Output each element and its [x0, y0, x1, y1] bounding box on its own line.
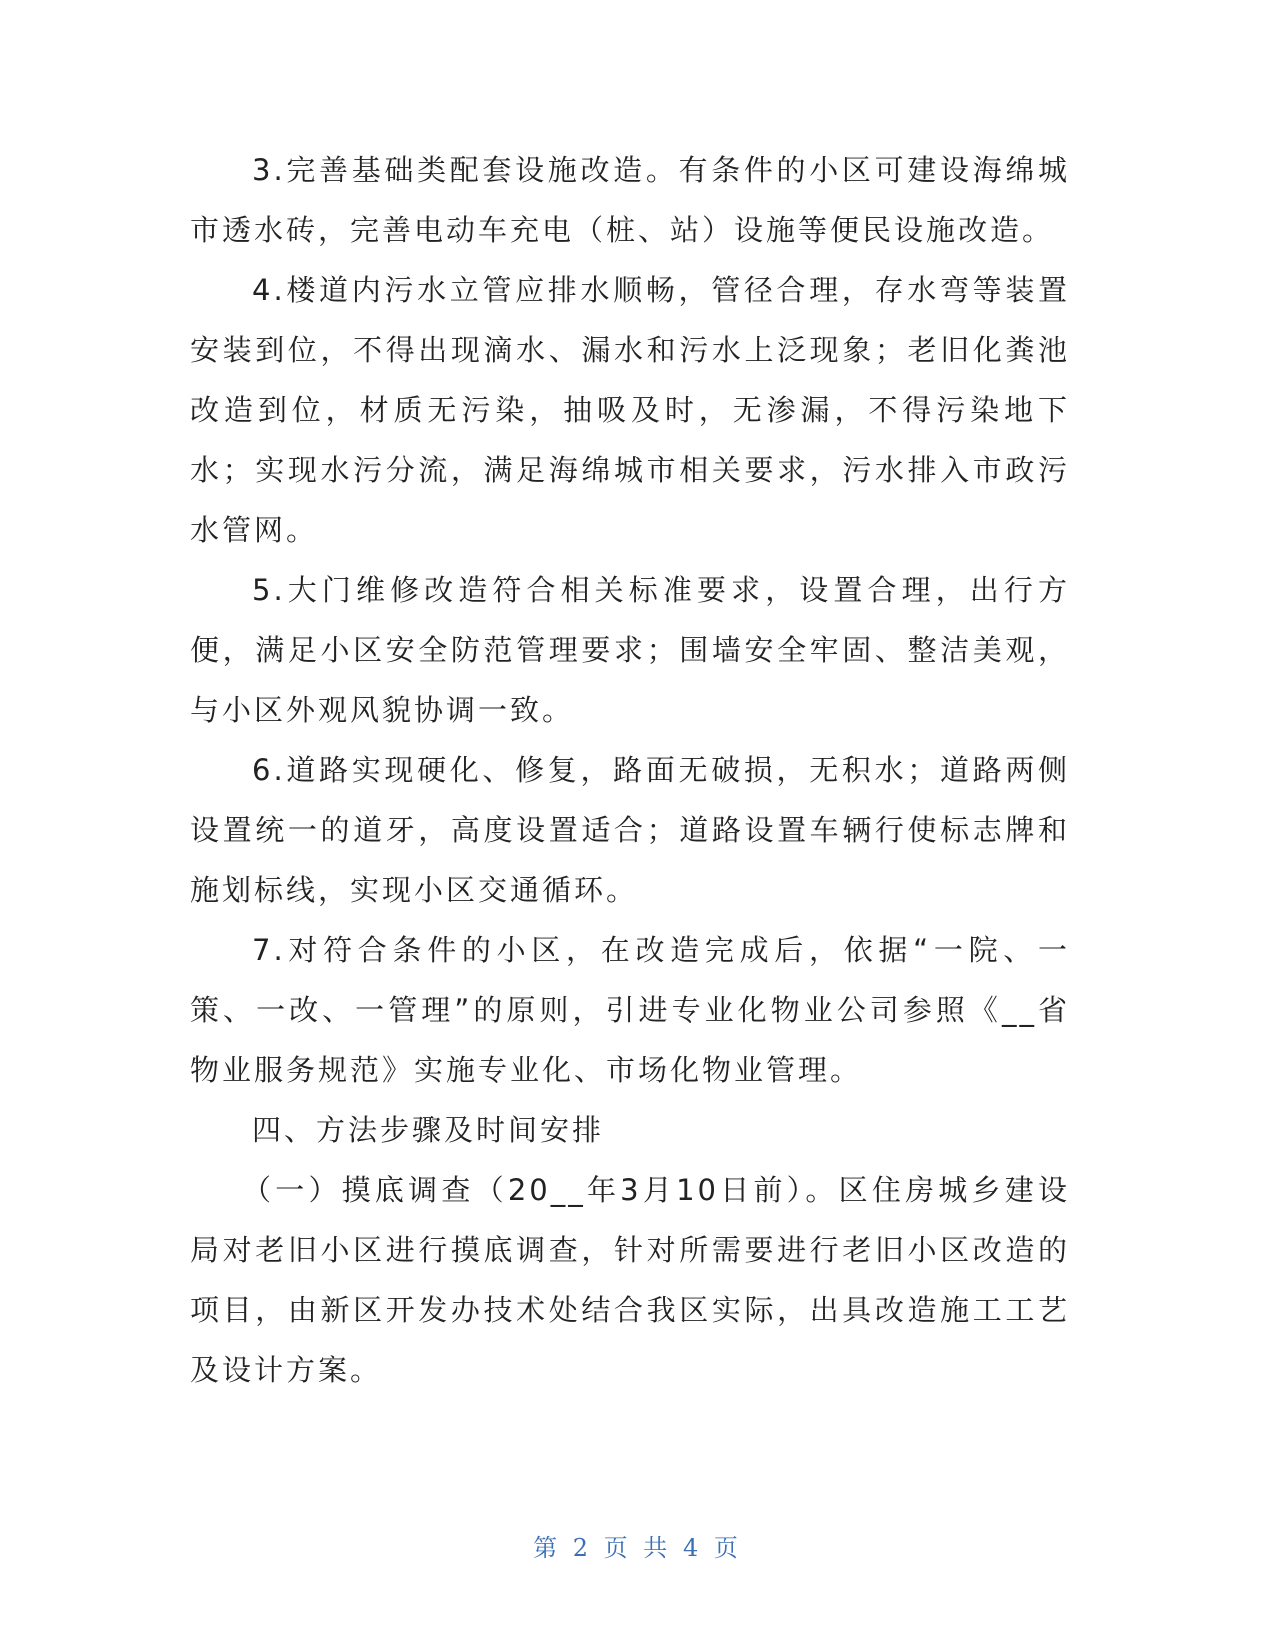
paragraph-item-4: 4.楼道内污水立管应排水顺畅，管径合理，存水弯等装置安装到位，不得出现滴水、漏水和污水上泛现象；老旧化粪池改造到位，材质无污染，抽吸及时，无渗漏，不得污染地下水；实现水污分流，满足海绵城市相关要求，污水排入市政污水管网。: [190, 273, 1070, 547]
paragraph-survey: （一）摸底调查（20__年3月10日前）。区住房城乡建设局对老旧小区进行摸底调查，针对所需要进行老旧小区改造的项目，由新区开发办技术处结合我区实际，出具改造施工工艺及设计方案。: [190, 1173, 1070, 1387]
paragraph-item-5: 5.大门维修改造符合相关标准要求，设置合理，出行方便，满足小区安全防范管理要求；围墙安全牢固、整洁美观，与小区外观风貌协调一致。: [190, 573, 1070, 727]
section-heading: 四、方法步骤及时间安排: [252, 1113, 605, 1147]
page-number-label: 第 2 页 共 4 页: [533, 1534, 742, 1562]
paragraph-item-6: 6.道路实现硬化、修复，路面无破损，无积水；道路两侧设置统一的道牙，高度设置适合；道路设置车辆行使标志牌和施划标线，实现小区交通循环。: [190, 753, 1070, 907]
page-number-footer: [0, 1528, 1275, 1563]
paragraph-item-7: 7.对符合条件的小区，在改造完成后，依据“一院、一策、一改、一管理”的原则，引进专业化物业公司参照《__省物业服务规范》实施专业化、市场化物业管理。: [190, 933, 1070, 1087]
document-body: [190, 140, 1070, 1400]
paragraph-item-3: 3.完善基础类配套设施改造。有条件的小区可建设海绵城市透水砖，完善电动车充电（桩、站）设施等便民设施改造。: [190, 153, 1070, 247]
